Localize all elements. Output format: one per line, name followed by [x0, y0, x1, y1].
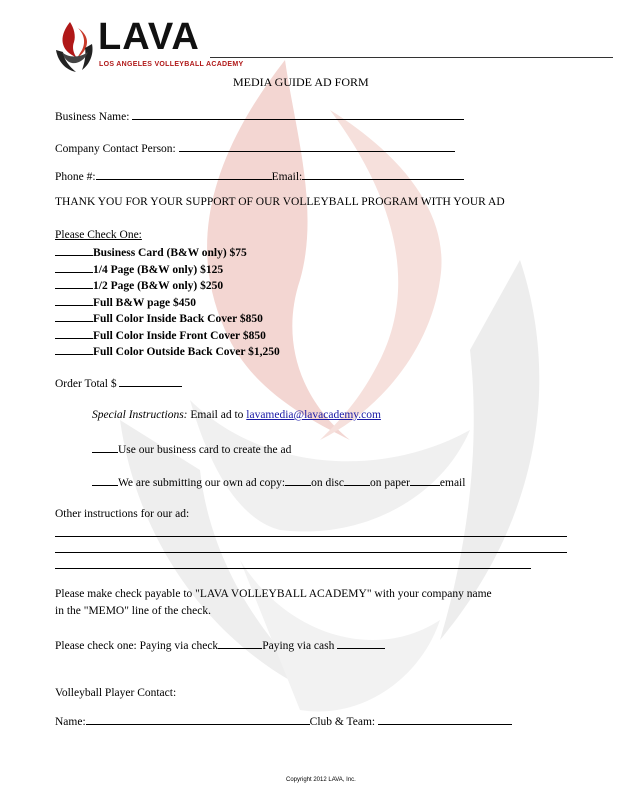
other-instructions-line-2[interactable] — [55, 552, 567, 553]
player-name-label: Name: — [55, 716, 86, 728]
ad-option-half-page[interactable]: 1/2 Page (B&W only) $250 — [55, 278, 223, 292]
email-option-checkbox[interactable] — [410, 475, 440, 486]
use-business-card-label: Use our business card to create the ad — [118, 444, 292, 456]
on-paper-label: on paper — [369, 477, 410, 489]
club-team-field[interactable] — [378, 714, 512, 725]
lava-flame-icon — [52, 20, 96, 72]
thank-you-text: THANK YOU FOR YOUR SUPPORT OF OUR VOLLEYBALL PROGRAM WITH YOUR AD — [55, 196, 505, 208]
special-instructions-label: Special Instructions: — [92, 409, 188, 421]
order-total-label: Order Total $ — [55, 378, 117, 390]
payment-check-one-label: Please check one: Paying via check — [55, 640, 219, 652]
ad-option-business-card[interactable]: Business Card (B&W only) $75 — [55, 245, 247, 259]
payment-row — [55, 638, 385, 652]
ad-option-checkbox[interactable] — [55, 344, 93, 355]
on-paper-checkbox[interactable] — [344, 475, 370, 486]
special-instructions-row — [92, 409, 381, 421]
order-total-field[interactable] — [119, 376, 182, 387]
logo-subtitle: LOS ANGELES VOLLEYBALL ACADEMY — [99, 61, 244, 68]
paying-via-cash-field[interactable] — [337, 638, 385, 649]
use-business-card-row[interactable] — [92, 442, 291, 456]
email-field[interactable] — [302, 169, 464, 180]
player-name-row — [55, 714, 512, 728]
form-title: MEDIA GUIDE AD FORM — [233, 75, 369, 89]
on-disc-label: on disc — [311, 477, 344, 489]
contact-person-label: Company Contact Person: — [55, 143, 176, 155]
email-option-label: email — [439, 477, 466, 489]
ad-option-checkbox[interactable] — [55, 311, 93, 322]
ad-option-checkbox[interactable] — [55, 328, 93, 339]
other-instructions-line-1[interactable] — [55, 536, 567, 537]
club-team-label: Club & Team: — [309, 716, 376, 728]
check-one-heading: Please Check One: — [55, 229, 142, 241]
ad-option-full-bw-page[interactable]: Full B&W page $450 — [55, 295, 196, 309]
check-payable-line-2: in the "MEMO" line of the check. — [55, 605, 211, 617]
ad-option-checkbox[interactable] — [55, 245, 93, 256]
email-label: Email: — [271, 171, 303, 183]
phone-field[interactable] — [96, 169, 272, 180]
on-disc-checkbox[interactable] — [285, 475, 311, 486]
phone-email-row — [55, 169, 464, 183]
check-payable-line-1: Please make check payable to "LAVA VOLLEYBALL ACADEMY" with your company name — [55, 588, 492, 600]
ad-option-checkbox[interactable] — [55, 262, 93, 273]
business-name-label: Business Name: — [55, 111, 130, 123]
use-business-card-checkbox[interactable] — [92, 442, 118, 453]
business-name-row — [55, 109, 464, 123]
ad-option-inside-front-cover[interactable]: Full Color Inside Front Cover $850 — [55, 328, 266, 342]
phone-label: Phone #: — [55, 171, 96, 183]
player-contact-heading: Volleyball Player Contact: — [55, 687, 177, 699]
footer-copyright: Copyright 2012 LAVA, Inc. — [286, 777, 356, 783]
ad-option-checkbox[interactable] — [55, 295, 93, 306]
email-ad-to-text: Email ad to — [190, 409, 244, 421]
other-instructions-label: Other instructions for our ad: — [55, 508, 190, 520]
logo-name: LAVA — [98, 16, 200, 58]
submitting-own-label: We are submitting our own ad copy: — [118, 477, 286, 489]
paying-via-cash-label: Paying via cash — [262, 640, 335, 652]
ad-option-outside-back-cover[interactable]: Full Color Outside Back Cover $1,250 — [55, 344, 280, 358]
other-instructions-line-3[interactable] — [55, 568, 531, 569]
ad-option-inside-back-cover[interactable]: Full Color Inside Back Cover $850 — [55, 311, 263, 325]
submitting-own-checkbox[interactable] — [92, 475, 118, 486]
ad-option-checkbox[interactable] — [55, 278, 93, 289]
contact-person-field[interactable] — [179, 141, 455, 152]
business-name-field[interactable] — [132, 109, 464, 120]
ad-option-quarter-page[interactable]: 1/4 Page (B&W only) $125 — [55, 262, 223, 276]
player-name-field[interactable] — [86, 714, 310, 725]
paying-via-check-field[interactable] — [218, 638, 262, 649]
submitting-own-row — [92, 475, 465, 489]
order-total-row — [55, 376, 182, 390]
contact-person-row — [55, 141, 455, 155]
email-address-link[interactable]: lavamedia@lavacademy.com — [246, 409, 381, 421]
header-rule — [210, 57, 613, 58]
